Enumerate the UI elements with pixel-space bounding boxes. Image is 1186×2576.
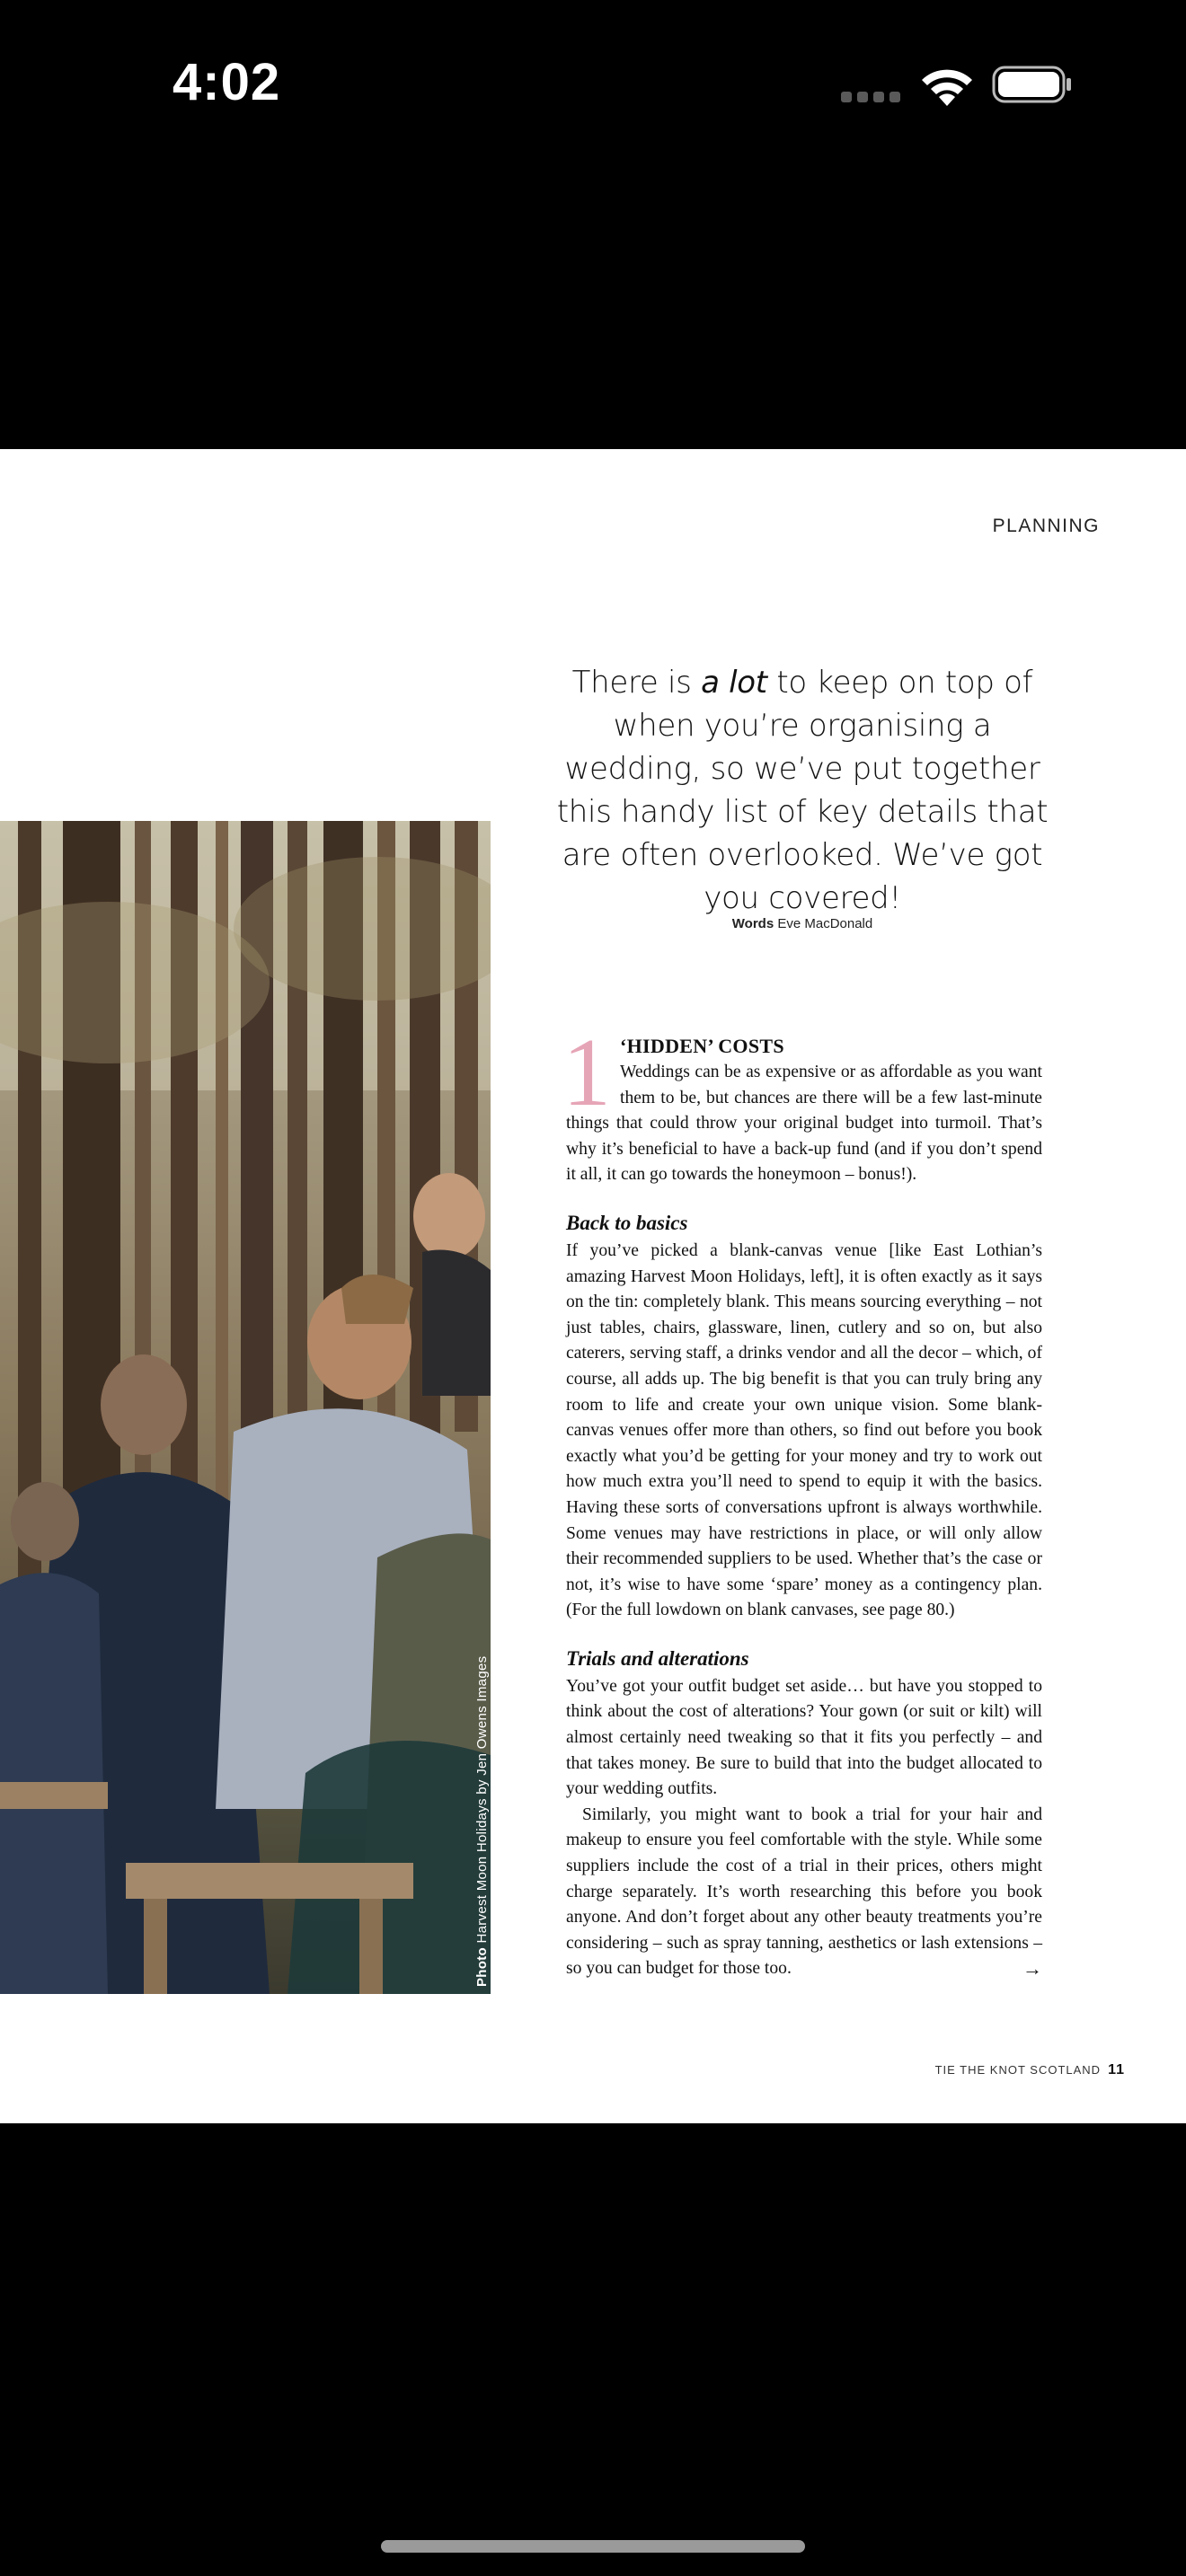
article-body	[562, 1019, 1042, 1982]
section1-heading: ‘HIDDEN’ COSTS	[620, 1035, 784, 1057]
page-number: 11	[1108, 2062, 1125, 2078]
section1-paragraph	[562, 1019, 1042, 1188]
byline-label: Words	[731, 916, 774, 931]
wifi-icon	[920, 65, 974, 108]
byline-author: Eve MacDonald	[777, 916, 873, 931]
photo-illustration	[0, 821, 491, 1994]
battery-icon	[992, 65, 1073, 104]
intro-text-end: to keep on top of when you’re organising a wedding, so we’ve put together this handy list of key details that are often overlooked. We’ve got you covered!	[556, 665, 1049, 916]
intro-text-start: There is	[571, 665, 702, 701]
back-to-basics-text: If you’ve picked a blank-canvas venue [like East Lothian’s amazing Harvest Moon Holidays, left], it is often exactly as it says on the tin: completely blank. This means sourcing everything – not just tables, chairs, glassware, linen, cutlery and so on, but also caterers, serving staff, a drinks vendor and all the decor – which, of course, all adds up. The big benefit is that you can truly bring any room to life and create your own unique vision. Some blank-canvas venues offer more than others, so find out before you book exactly what you’d be getting for your money and try to work out how much extra you’ll need to spend to equip it with the basics. Having these sorts of conversations upfront is always worthwhile. Some venues may have restrictions in place, or will only allow their recommended suppliers to be used. Whether that’s the case or not, it’s wise to have some ‘spare’ money as a contingency plan. (For the full lowdown on blank canvases, see page 80.)	[566, 1240, 1042, 1620]
photo-credit-text: Harvest Moon Holidays by Jen Owens Images	[474, 1655, 490, 1944]
trials-text-2	[566, 1803, 1042, 1982]
status-bar	[0, 0, 1186, 171]
intro-standfirst	[546, 661, 1058, 920]
intro-emphasis: a lot	[701, 665, 767, 701]
byline	[546, 916, 1058, 931]
dropcap-number: 1	[562, 1019, 611, 1126]
status-time: 4:02	[173, 53, 281, 111]
section1-text: Weddings can be as expensive or as affordable as you want them to be, but chances are there will be a few last-minute things that could throw your original budget into turmoil. That’s why it’s beneficial to have a back-up fund (and if you don’t spend it all, it can go towards the honeymoon – bonus!).	[566, 1063, 1042, 1185]
trials-text-1: You’ve got your outfit budget set aside… but have you stopped to think about the cost of alterations? Your gown (or suit or kilt) will almost certainly need tweaking so that it fits you perfectly – and that takes money. Be sure to build that into the budget allocated to your wedding outfits.	[566, 1676, 1042, 1799]
subhead-trials-alterations: Trials and alterations	[566, 1646, 749, 1670]
photo-credit-label: Photo	[474, 1947, 490, 1987]
trials-text-2-content: Similarly, you might want to book a trial for your hair and makeup to ensure you feel comfortable with the style. While some suppliers include the cost of a trial in their prices, others might charge separately. It’s worth researching this before you book anyone. And don’t forget about any other beauty treatments you’re considering – such as spray tanning, aesthetics or lash extensions – so you can budget for those too.	[566, 1804, 1042, 1979]
publication-name: TIE THE KNOT SCOTLAND	[934, 2063, 1102, 2077]
cellular-signal-icon	[841, 92, 902, 104]
wedding-ceremony-photo	[0, 821, 491, 1994]
section-label: PLANNING	[992, 516, 1100, 536]
subhead-back-to-basics: Back to basics	[566, 1211, 688, 1234]
continue-arrow-icon: →	[1022, 1957, 1042, 1981]
magazine-page	[0, 449, 1186, 2123]
home-indicator[interactable]	[381, 2540, 805, 2553]
page-footer	[935, 2062, 1125, 2078]
photo-credit	[474, 1656, 490, 1987]
